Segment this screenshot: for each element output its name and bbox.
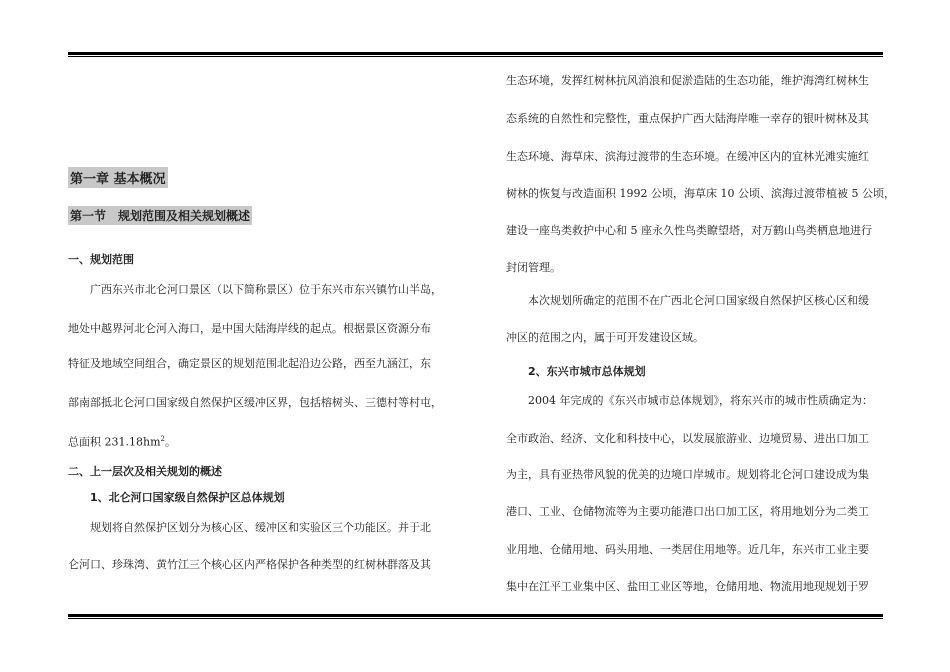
city-line-3: 为主，具有亚热带风貌的优美的边境口岸城市。规划将北仑河口建设成为集 (506, 468, 869, 481)
city-line-2: 全市政治、经济、文化和科技中心，以发展旅游业、边境贸易、进出口加工 (506, 432, 869, 445)
scope-line-1: 广西东兴市北仑河口景区（以下简称景区）位于东兴市东兴镇竹山半岛， (90, 283, 442, 296)
reserve-line-1: 规划将自然保护区划分为核心区、缓冲区和实验区三个功能区。并于北 (90, 521, 431, 534)
area-suffix: 。 (164, 435, 176, 449)
right-line-3: 生态环境、海草床、滨海过渡带的生态环境。在缓冲区内的宜林光滩实施红 (506, 150, 869, 163)
city-line-1: 2004 年完成的《东兴市城市总体规划》，将东兴市的城市性质确定为： (528, 394, 873, 407)
scope-line-3: 特征及地域空间组合，确定景区的规划范围北起沿边公路，西至九涵江，东 (68, 357, 431, 370)
right-line-7: 本次规划所确定的范围不在广西北仑河口国家级自然保护区核心区和缓 (528, 294, 869, 307)
heading-upper-plans: 二、上一层次及相关规划的概述 (68, 465, 222, 478)
chapter-title: 第一章 基本概况 (68, 167, 168, 188)
scope-line-2: 地处中越界河北仑河入海口，是中国大陆海岸线的起点。根据景区资源分布 (68, 322, 431, 335)
right-line-6: 封闭管理。 (506, 261, 561, 274)
section-title: 第一节 规划范围及相关规划概述 (68, 206, 252, 225)
bottom-rule (68, 614, 883, 619)
right-line-1: 生态环境，发挥红树林抗风消浪和促淤造陆的生态功能，维护海湾红树林生 (506, 74, 869, 87)
heading-city-plan: 2、东兴市城市总体规划 (528, 365, 646, 378)
scope-line-4: 部南部抵北仑河口国家级自然保护区缓冲区界，包括榕树头、三德村等村屯， (68, 396, 442, 409)
right-line-2: 态系统的自然性和完整性，重点保护广西大陆海岸唯一幸存的银叶树林及其 (506, 112, 869, 125)
reserve-line-2: 仑河口、珍珠湾、黄竹江三个核心区内严格保护各种类型的红树林群落及其 (68, 558, 431, 571)
heading-reserve-plan: 1、北仑河口国家级自然保护区总体规划 (90, 491, 285, 504)
top-rule (68, 52, 883, 57)
right-line-5: 建设一座鸟类救护中心和 5 座永久性鸟类瞭望塔，对万鹤山鸟类栖息地进行 (506, 224, 872, 237)
area-superscript: 2 (160, 435, 165, 443)
city-line-6: 集中在江平工业集中区、盐田工业区等地，仓储用地、物流用地现规划于罗 (506, 580, 869, 593)
area-value: 总面积 231.18hm (68, 435, 161, 449)
right-line-4: 树林的恢复与改造面积 1992 公顷，海草床 10 公顷、滨海过渡带植被 5 公顷， (506, 187, 895, 200)
scope-area-line (68, 432, 176, 450)
right-line-8: 冲区的范围之内，属于可开发建设区域。 (506, 331, 704, 344)
city-line-4: 港口、工业、仓储物流等为主要功能港口出口加工区，将用地划分为二类工 (506, 505, 869, 518)
heading-scope: 一、规划范围 (68, 253, 134, 266)
city-line-5: 业用地、仓储用地、码头用地、一类居住用地等。近几年，东兴市工业主要 (506, 543, 869, 556)
